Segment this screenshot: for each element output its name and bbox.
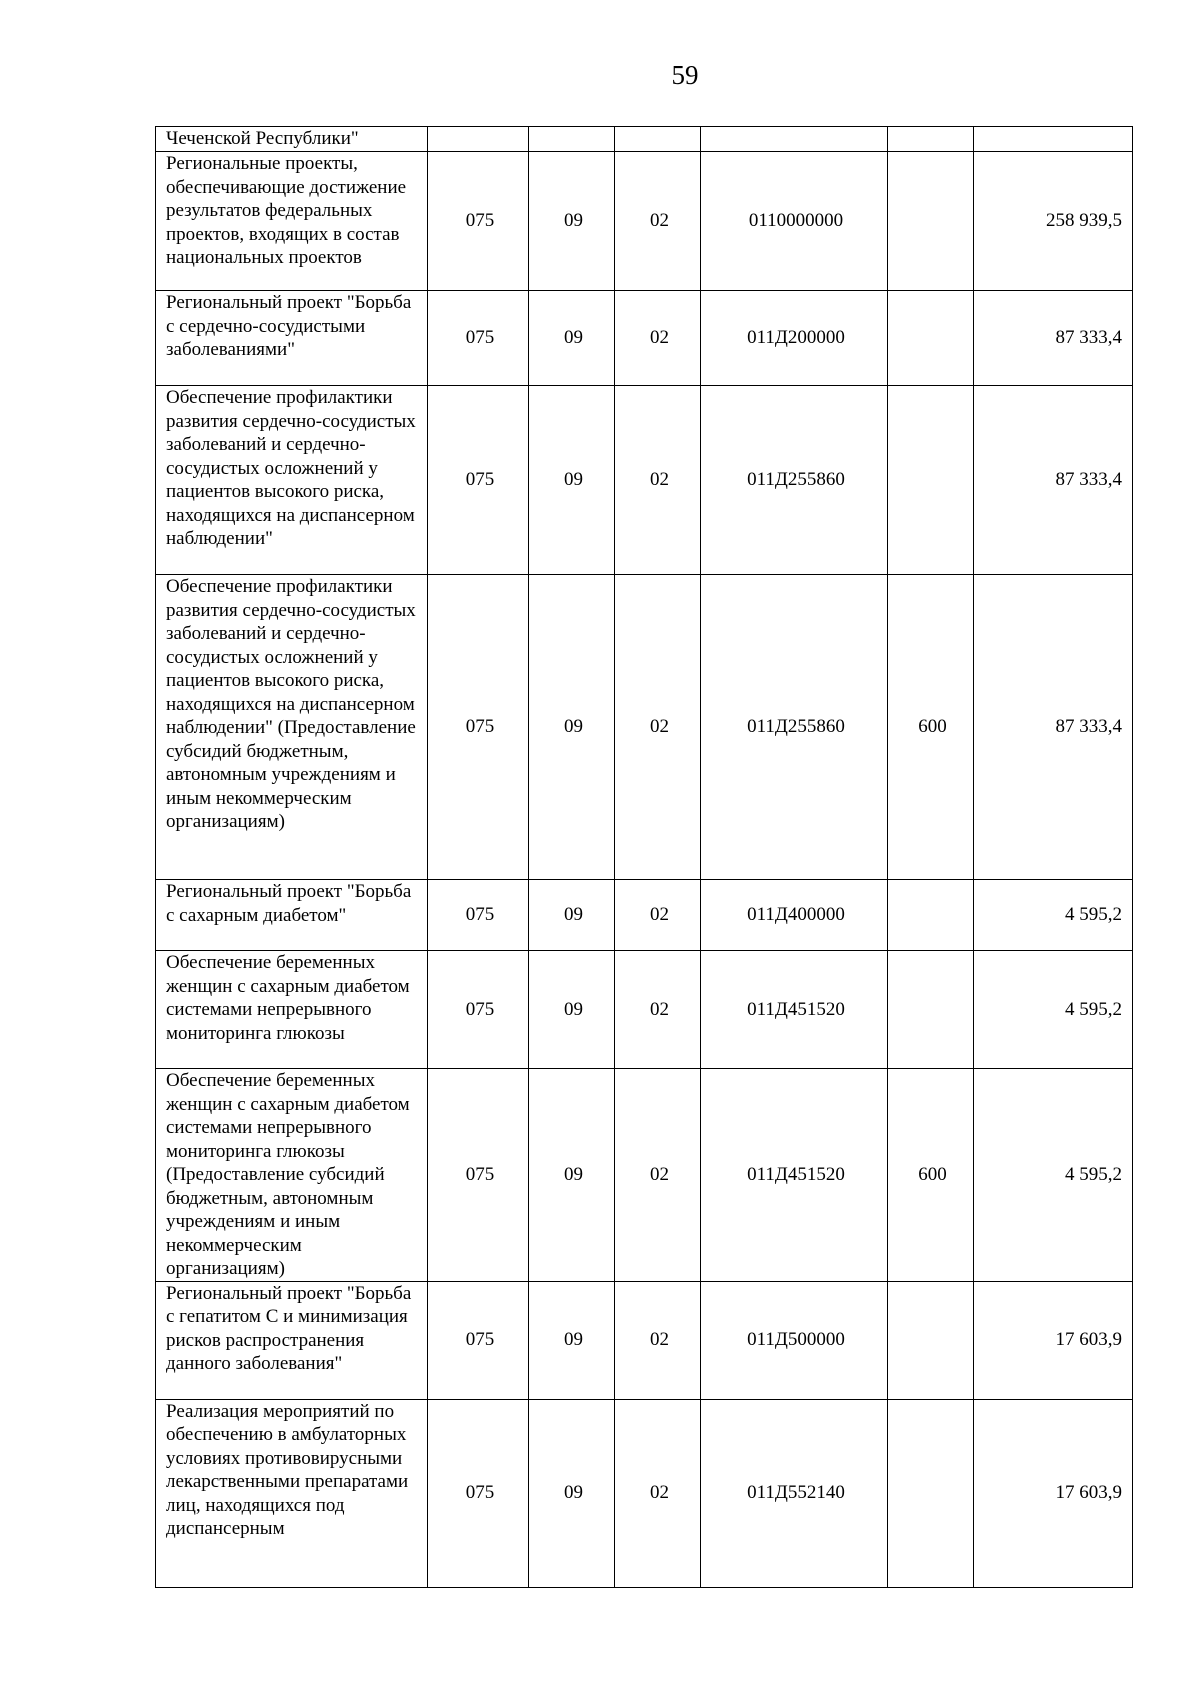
- table-row: [156, 152, 1133, 291]
- pr-cell: 02: [615, 386, 701, 575]
- pr-cell: 02: [615, 1069, 701, 1282]
- ved-cell: 075: [428, 386, 529, 575]
- sum-cell: 17 603,9: [974, 1281, 1133, 1399]
- table-row: [156, 1069, 1133, 1282]
- pr-cell: [615, 127, 701, 152]
- vr-cell: [888, 386, 974, 575]
- row-name-cell: Обеспечение беременных женщин с сахарным диабетом системами непрерывного мониторинга глюкозы (Предоставление субсидий бюджетным, автономным учреждениям и иным некоммерческим организациям): [156, 1069, 428, 1282]
- pr-cell: 02: [615, 575, 701, 880]
- pr-cell: 02: [615, 880, 701, 951]
- pr-cell: 02: [615, 1281, 701, 1399]
- ved-cell: 075: [428, 291, 529, 386]
- row-name-cell: Реализация мероприятий по обеспечению в амбулаторных условиях противовирусными лекарственными препаратами лиц, находящихся под диспансерным: [156, 1399, 428, 1587]
- rz-cell: 09: [529, 880, 615, 951]
- rz-cell: 09: [529, 386, 615, 575]
- ved-cell: 075: [428, 951, 529, 1069]
- sum-cell: 4 595,2: [974, 880, 1133, 951]
- sum-cell: 17 603,9: [974, 1399, 1133, 1587]
- vr-cell: [888, 880, 974, 951]
- rz-cell: [529, 127, 615, 152]
- ved-cell: 075: [428, 1399, 529, 1587]
- rz-cell: 09: [529, 291, 615, 386]
- csr-cell: 0110000000: [701, 152, 888, 291]
- table-row: [156, 951, 1133, 1069]
- sum-cell: 4 595,2: [974, 951, 1133, 1069]
- ved-cell: 075: [428, 575, 529, 880]
- csr-cell: 011Д400000: [701, 880, 888, 951]
- rz-cell: 09: [529, 1069, 615, 1282]
- csr-cell: 011Д200000: [701, 291, 888, 386]
- pr-cell: 02: [615, 152, 701, 291]
- table-row: [156, 291, 1133, 386]
- table-row: [156, 127, 1133, 152]
- table-row: [156, 575, 1133, 880]
- row-name-cell: Чеченской Республики": [156, 127, 428, 152]
- table-row: [156, 1281, 1133, 1399]
- budget-table: [155, 126, 1133, 1588]
- sum-cell: 87 333,4: [974, 291, 1133, 386]
- sum-cell: [974, 127, 1133, 152]
- vr-cell: [888, 951, 974, 1069]
- csr-cell: 011Д451520: [701, 1069, 888, 1282]
- ved-cell: [428, 127, 529, 152]
- pr-cell: 02: [615, 951, 701, 1069]
- sum-cell: 4 595,2: [974, 1069, 1133, 1282]
- row-name-cell: Региональный проект "Борьба с сахарным диабетом": [156, 880, 428, 951]
- vr-cell: 600: [888, 575, 974, 880]
- page-number: 59: [671, 60, 699, 90]
- vr-cell: [888, 291, 974, 386]
- csr-cell: 011Д451520: [701, 951, 888, 1069]
- vr-cell: [888, 127, 974, 152]
- row-name-cell: Региональный проект "Борьба с сердечно-сосудистыми заболеваниями": [156, 291, 428, 386]
- row-name-cell: Обеспечение профилактики развития сердечно-сосудистых заболеваний и сердечно-сосудистых осложнений у пациентов высокого риска, находящихся на диспансерном наблюдении": [156, 386, 428, 575]
- csr-cell: [701, 127, 888, 152]
- vr-cell: [888, 1281, 974, 1399]
- ved-cell: 075: [428, 880, 529, 951]
- vr-cell: [888, 152, 974, 291]
- table-row: [156, 1399, 1133, 1587]
- row-name-cell: Обеспечение беременных женщин с сахарным диабетом системами непрерывного мониторинга глюкозы: [156, 951, 428, 1069]
- sum-cell: 258 939,5: [974, 152, 1133, 291]
- vr-cell: 600: [888, 1069, 974, 1282]
- ved-cell: 075: [428, 152, 529, 291]
- ved-cell: 075: [428, 1281, 529, 1399]
- rz-cell: 09: [529, 1281, 615, 1399]
- csr-cell: 011Д552140: [701, 1399, 888, 1587]
- csr-cell: 011Д255860: [701, 575, 888, 880]
- rz-cell: 09: [529, 1399, 615, 1587]
- rz-cell: 09: [529, 951, 615, 1069]
- row-name-cell: Региональный проект "Борьба с гепатитом С и минимизация рисков распространения данного заболевания": [156, 1281, 428, 1399]
- csr-cell: 011Д255860: [701, 386, 888, 575]
- csr-cell: 011Д500000: [701, 1281, 888, 1399]
- table-row: [156, 386, 1133, 575]
- row-name-cell: Региональные проекты, обеспечивающие достижение результатов федеральных проектов, входящих в состав национальных проектов: [156, 152, 428, 291]
- pr-cell: 02: [615, 1399, 701, 1587]
- sum-cell: 87 333,4: [974, 386, 1133, 575]
- pr-cell: 02: [615, 291, 701, 386]
- table-row: [156, 880, 1133, 951]
- sum-cell: 87 333,4: [974, 575, 1133, 880]
- rz-cell: 09: [529, 152, 615, 291]
- vr-cell: [888, 1399, 974, 1587]
- rz-cell: 09: [529, 575, 615, 880]
- row-name-cell: Обеспечение профилактики развития сердечно-сосудистых заболеваний и сердечно-сосудистых осложнений у пациентов высокого риска, находящихся на диспансерном наблюдении" (Предоставление субсидий бюджетным, автономным учреждениям и иным некоммерческим организациям): [156, 575, 428, 880]
- ved-cell: 075: [428, 1069, 529, 1282]
